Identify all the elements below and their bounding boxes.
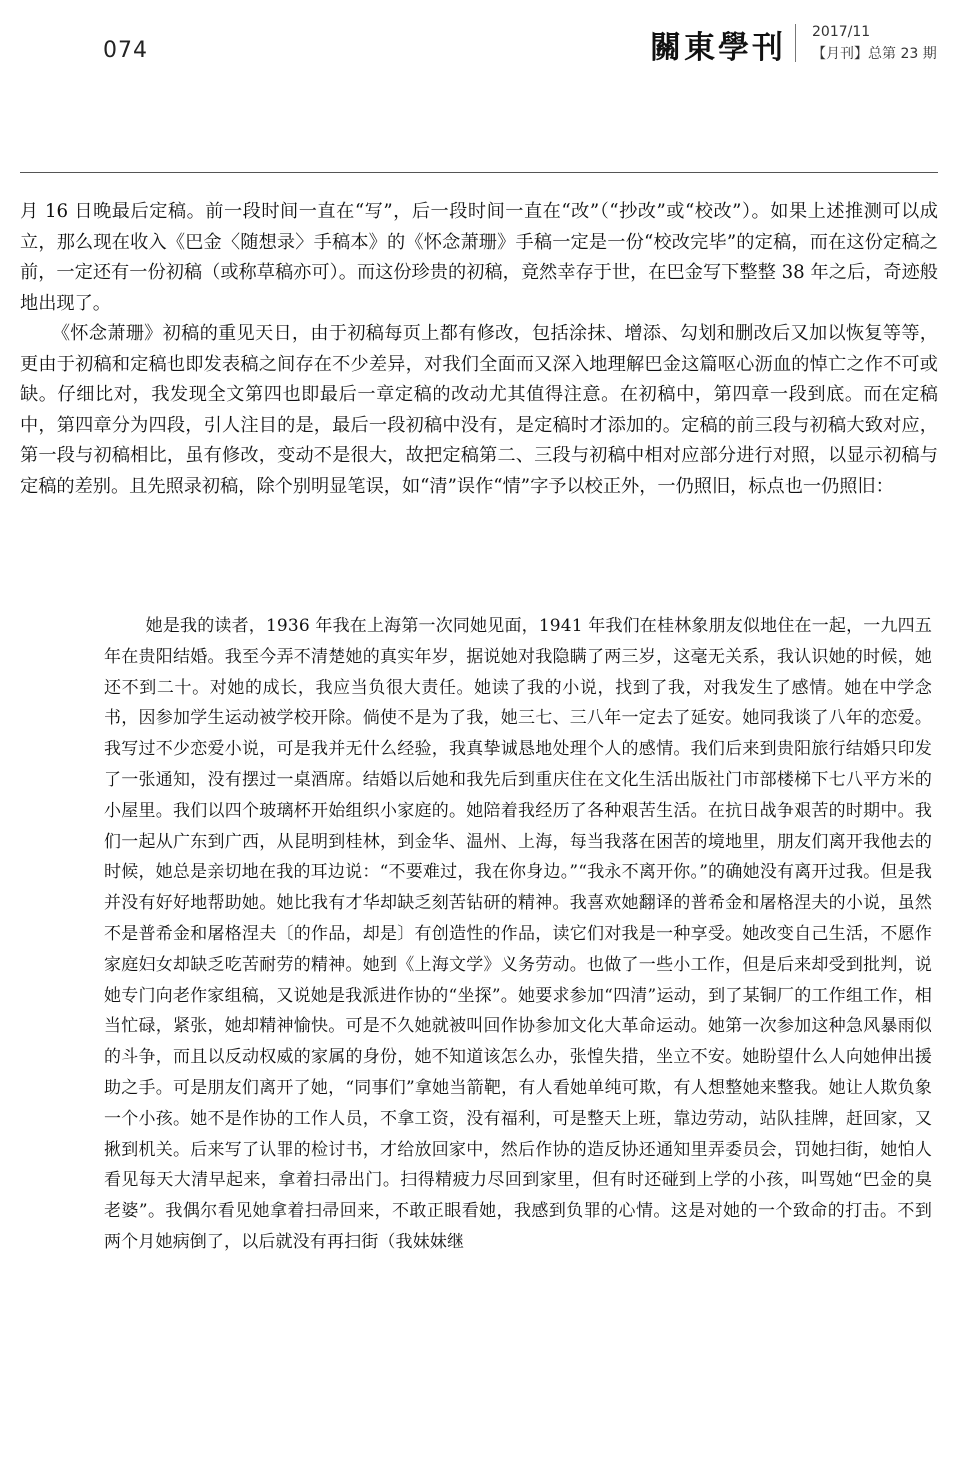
issue-number: 【月刊】总第 23 期	[812, 46, 937, 62]
page-header	[0, 0, 958, 176]
issue-date: 2017/11	[812, 24, 871, 40]
page-number: 074	[103, 38, 148, 63]
article-body	[20, 197, 938, 502]
header-divider	[795, 24, 796, 62]
journal-name: 關東學刊	[650, 30, 786, 66]
quoted-manuscript-text: 她是我的读者，1936 年我在上海第一次同她见面，1941 年我们在桂林象朋友似地住在一起，一九四五年在贵阳结婚。我至今弄不清楚她的真实年岁，据说她对我隐瞒了两三岁，这毫无关系，我认识她的时候，她还不到二十。对她的成长，我应当负很大责任。她读了我的小说，找到了我，对我发生了感情。她在中学念书，因参加学生运动被学校开除。倘使不是为了我，她三七、三八年一定去了延安。她同我谈了八年的恋爱。我写过不少恋爱小说，可是我并无什么经验，我真挚诚恳地处理个人的感情。我们后来到贵阳旅行结婚只印发了一张通知，没有摆过一桌酒席。结婚以后她和我先后到重庆住在文化生活出版社门市部楼梯下七八平方米的小屋里。我们以四个玻璃杯开始组织小家庭的。她陪着我经历了各种艰苦生活。在抗日战争艰苦的时期中。我们一起从广东到广西，从昆明到桂林，到金华、温州、上海，每当我落在困苦的境地里，朋友们离开我他去的时候，她总是亲切地在我的耳边说：“不要难过，我在你身边。”“我永不离开你。”的确她没有离开过我。但是我并没有好好地帮助她。她比我有才华却缺乏刻苦钻研的精神。我喜欢她翻译的普希金和屠格涅夫的小说，虽然不是普希金和屠格涅夫〔的作品，却是〕有创造性的作品，读它们对我是一种享受。她改变自己生活，不愿作家庭妇女却缺乏吃苦耐劳的精神。她到《上海文学》义务劳动。也做了一些小工作，但是后来却受到批判，说她专门向老作家组稿，又说她是我派进作协的“坐探”。她要求参加“四清”运动，到了某铜厂的工作组工作，相当忙碌，紧张，她却精神愉快。可是不久她就被叫回作协参加文化大革命运动。她第一次参加这种急风暴雨似的斗争，而且以反动权威的家属的身份，她不知道该怎么办，张惶失措，坐立不安。她盼望什么人向她伸出援助之手。可是朋友们离开了她，“同事们”拿她当箭靶，有人看她单纯可欺，有人想整她来整我。她让人欺负象一个小孩。她不是作协的工作人员，不拿工资，没有福利，可是整天上班，靠边劳动，站队挂牌，赶回家，又揪到机关。后来写了认罪的检讨书，才给放回家中，然后作协的造反协还通知里弄委员会，罚她扫街，她怕人看见每天大清早起来，拿着扫帚出门。扫得精疲力尽回到家里，但有时还碰到上学的小孩，叫骂她“巴金的臭老婆”。我偶尔看见她拿着扫帚回来，不敢正眼看她，我感到负罪的心情。这是对她的一个致命的打击。不到两个月她病倒了，以后就没有再扫街（我妹妹继	[104, 616, 932, 1252]
article-paragraph-2: 《怀念萧珊》初稿的重见天日，由于初稿每页上都有修改，包括涂抹、增添、勾划和删改后又加以恢复等等，更由于初稿和定稿也即发表稿之间存在不少差异，对我们全面而又深入地理解巴金这篇呕心沥血的悼亡之作不可或缺。仔细比对，我发现全文第四也即最后一章定稿的改动尤其值得注意。在初稿中，第四章一段到底。而在定稿中，第四章分为四段，引人注目的是，最后一段初稿中没有，是定稿时才添加的。定稿的前三段与初稿大致对应，第一段与初稿相比，虽有修改，变动不是很大，故把定稿第二、三段与初稿中相对应部分进行对照，以显示初稿与定稿的差别。且先照录初稿，除个别明显笔误，如“清”误作“情”字予以校正外，一仍照旧，标点也一仍照旧：	[20, 323, 938, 497]
header-rule	[20, 172, 938, 173]
article-paragraph-1: 月 16 日晚最后定稿。前一段时间一直在“写”，后一段时间一直在“改”（“抄改”或“校改”）。如果上述推测可以成立，那么现在收入《巴金〈随想录〉手稿本》的《怀念萧珊》手稿一定是一份“校改完毕”的定稿，而在这份定稿之前，一定还有一份初稿（或称草稿亦可）。而这份珍贵的初稿，竟然幸存于世，在巴金写下整整 38 年之后，奇迹般地出现了。	[20, 201, 938, 314]
